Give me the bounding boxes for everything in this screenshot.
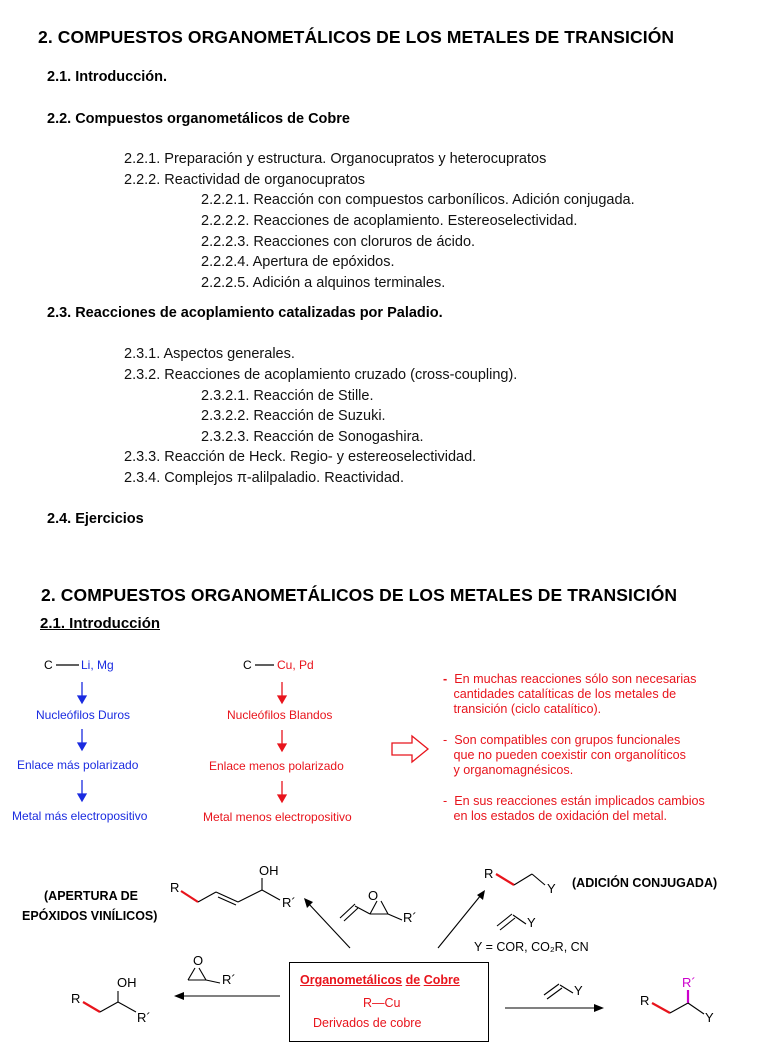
toc-item-2-3-2-2: 2.3.2.2. Reacción de Suzuki. xyxy=(201,408,386,424)
mid-carbon: C xyxy=(243,658,252,672)
toc-section-2-4: 2.4. Ejercicios xyxy=(47,511,144,527)
toc-item-2-3-4: 2.3.4. Complejos π-alilpaladio. Reactividad. xyxy=(124,470,405,486)
label-adicion: (ADICIÓN CONJUGADA) xyxy=(572,876,718,890)
hollow-arrow-icon xyxy=(392,736,428,762)
arrow-down-icon xyxy=(278,795,286,802)
toc-item-2-3-2-3: 2.3.2.3. Reacción de Sonogashira. xyxy=(201,429,424,445)
mid-enlace: Enlace menos polarizado xyxy=(209,759,344,773)
left-nucleo: Nucleófilos Duros xyxy=(36,708,131,722)
label-rp-bottom-right: R´ xyxy=(682,975,696,990)
toc-section-2-2: 2.2. Compuestos organometálicos de Cobre xyxy=(47,111,350,127)
toc-item-2-2-2-5: 2.2.2.5. Adición a alquinos terminales. xyxy=(201,275,446,291)
left-metals: Li, Mg xyxy=(81,658,114,672)
box-title: Organometálicos de Cobre xyxy=(300,973,460,987)
left-metal: Metal más electropositivo xyxy=(12,809,148,823)
toc-item-2-3-3: 2.3.3. Reacción de Heck. Regio- y estereoselectividad. xyxy=(124,449,477,465)
toc-title: 2. COMPUESTOS ORGANOMETÁLICOS DE LOS METALES DE TRANSICIÓN xyxy=(38,27,675,47)
left-enlace: Enlace más polarizado xyxy=(17,758,139,772)
toc-item-2-2-1: 2.2.1. Preparación y estructura. Organocupratos y heterocupratos xyxy=(124,151,547,167)
mid-nucleo: Nucleófilos Blandos xyxy=(227,708,333,722)
label-r-bottom-right: R xyxy=(640,993,650,1008)
arrow-down-icon xyxy=(78,794,86,801)
toc-item-2-3-1: 2.3.1. Aspectos generales. xyxy=(124,346,295,362)
label-rp-bottom-left: R´ xyxy=(137,1010,151,1025)
arrow-down-icon xyxy=(278,696,286,703)
mid-metals: Cu, Pd xyxy=(277,658,314,672)
toc-item-2-3-2-1: 2.3.2.1. Reacción de Stille. xyxy=(201,388,374,404)
mid-metal: Metal menos electropositivo xyxy=(203,810,352,824)
label-rp-top-left: R´ xyxy=(282,895,296,910)
label-oh-bottom-left: OH xyxy=(117,975,137,990)
left-carbon: C xyxy=(44,658,53,672)
label-apertura-1: (APERTURA DE xyxy=(44,889,138,903)
toc-item-2-2-2-3: 2.2.2.3. Reacciones con cloruros de ácido. xyxy=(201,234,476,250)
label-rp-epoxide-1: R´ xyxy=(403,910,417,925)
label-r-top-left: R xyxy=(170,880,180,895)
label-y-top-right: Y xyxy=(547,881,556,896)
label-apertura-2: EPÓXIDOS VINÍLICOS) xyxy=(22,909,158,923)
label-y-bottom-right: Y xyxy=(705,1010,714,1025)
toc-item-2-2-2: 2.2.2. Reactividad de organocupratos xyxy=(124,172,366,188)
toc-item-2-2-2-2: 2.2.2.2. Reacciones de acoplamiento. Estereoselectividad. xyxy=(201,213,578,229)
toc-section-2-3: 2.3. Reacciones de acoplamiento catalizadas por Paladio. xyxy=(47,305,443,321)
slide-title: 2. COMPUESTOS ORGANOMETÁLICOS DE LOS METALES DE TRANSICIÓN xyxy=(41,585,678,605)
toc-item-2-2-2-1: 2.2.2.1. Reacción con compuestos carbonílicos. Adición conjugada. xyxy=(201,192,635,208)
box-cut-text: Derivados de cobre xyxy=(313,1016,422,1030)
toc-item-2-3-2: 2.3.2. Reacciones de acoplamiento cruzado (cross-coupling). xyxy=(124,367,518,383)
label-r-bottom-left: R xyxy=(71,991,81,1006)
label-rp-epoxide-2: R´ xyxy=(222,972,236,987)
slide-subtitle: 2.1. Introducción xyxy=(40,615,161,632)
toc-section-2-1: 2.1. Introducción. xyxy=(47,69,168,85)
label-o-epoxide-2: O xyxy=(193,953,204,968)
arrow-down-icon xyxy=(78,696,86,703)
arrow-down-icon xyxy=(278,744,286,751)
label-r-top-right: R xyxy=(484,866,494,881)
toc-item-2-2-2-4: 2.2.2.4. Apertura de epóxidos. xyxy=(201,254,395,270)
note-2: - Son compatibles con grupos funcionales que no pueden coexistir con organolíticos y organomagnésicos. xyxy=(443,733,686,777)
box-rcu: R—Cu xyxy=(363,996,401,1010)
label-oh-top-left: OH xyxy=(259,863,279,878)
note-3: - En sus reacciones están implicados cambios en los estados de oxidación del metal. xyxy=(443,794,705,823)
arrow-right-icon xyxy=(594,1004,604,1012)
arrow-down-icon xyxy=(78,743,86,750)
y-definition: Y = COR, CO₂R, CN xyxy=(474,940,589,954)
note-1: - En muchas reacciones sólo son necesarias cantidades catalíticas de los metales de transición (ciclo catalítico). xyxy=(443,672,697,716)
label-y-vinyl: Y xyxy=(527,915,536,930)
label-o-epoxide-1: O xyxy=(368,888,379,903)
arrow-left-icon xyxy=(174,992,184,1000)
label-y-bottom-right-reagent: Y xyxy=(574,983,583,998)
